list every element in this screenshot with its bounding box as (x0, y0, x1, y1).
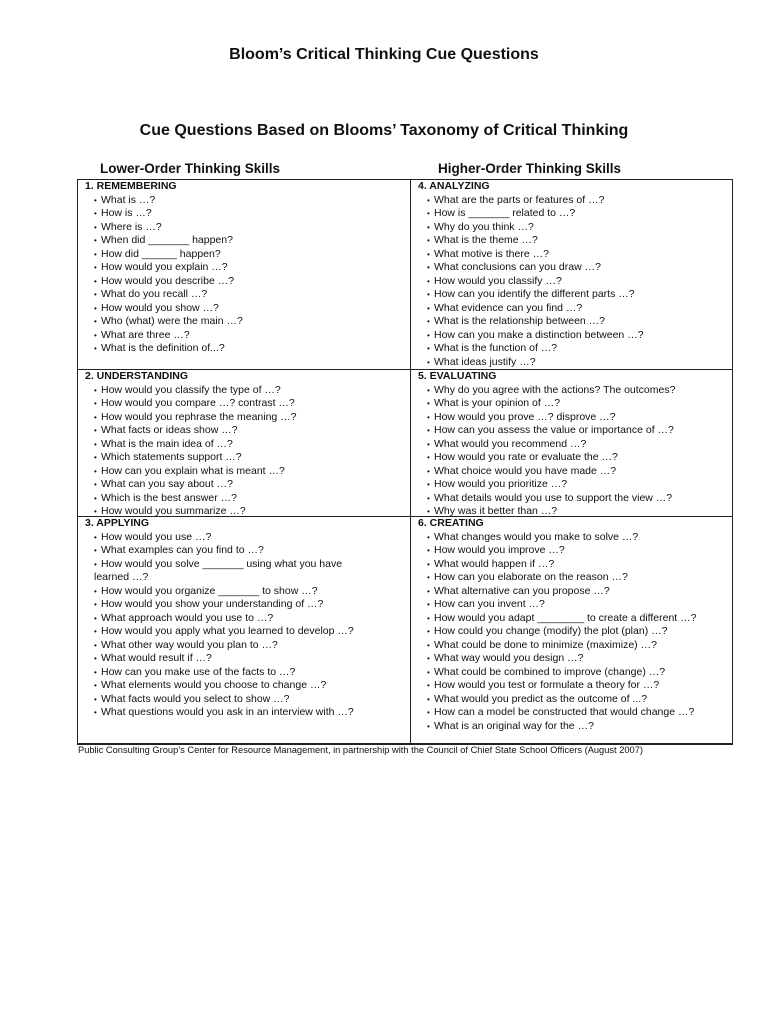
question-item: • How can you identify the different parts …? (427, 288, 732, 302)
question-item: • How would you solve _______ using what you have (94, 558, 410, 572)
question-item: • What ideas justify …? (427, 356, 732, 370)
question-list-understanding (85, 384, 410, 517)
question-item: • What is the definition of...? (94, 342, 410, 356)
question-item: • How would you describe …? (94, 275, 410, 289)
page-subtitle: Cue Questions Based on Blooms’ Taxonomy of Critical Thinking (139, 122, 629, 139)
question-item: • How can you invent …? (427, 598, 732, 612)
question-item: • How would you show …? (94, 302, 410, 316)
question-item: • How can you make a distinction between …? (427, 329, 732, 343)
cell-understanding (78, 369, 411, 516)
question-item: • What could be done to minimize (maximize) …? (427, 639, 732, 653)
question-list-creating (418, 531, 732, 734)
page-title: Bloom’s Critical Thinking Cue Questions (229, 46, 539, 63)
question-item: • How would you classify …? (427, 275, 732, 289)
question-item: • How would you test or formulate a theory for …? (427, 679, 732, 693)
question-item: • What do you recall …? (94, 288, 410, 302)
question-item: • How would you prove …? disprove …? (427, 411, 732, 425)
question-item: • What is the theme …? (427, 234, 732, 248)
question-item: • How could you change (modify) the plot (plan) …? (427, 625, 732, 639)
question-item: • How can you make use of the facts to …? (94, 666, 410, 680)
section-heading-remembering: 1. REMEMBERING (85, 180, 177, 192)
question-item: • When did _______ happen? (94, 234, 410, 248)
question-item: • Where is …? (94, 221, 410, 235)
question-item: • What examples can you find to …? (94, 544, 410, 558)
question-item: • What would you predict as the outcome of ...? (427, 693, 732, 707)
question-item: • Why was it better than …? (427, 505, 732, 516)
section-heading-creating: 6. CREATING (418, 517, 484, 529)
question-item: • What way would you design …? (427, 652, 732, 666)
question-item: • Which is the best answer …? (94, 492, 410, 506)
question-item: • How would you rate or evaluate the …? (427, 451, 732, 465)
question-item: • How would you improve …? (427, 544, 732, 558)
question-item: • What would you recommend …? (427, 438, 732, 452)
question-item: • What are three …? (94, 329, 410, 343)
question-item: • What is an original way for the …? (427, 720, 732, 734)
question-item: • How would you use …? (94, 531, 410, 545)
question-item: • What motive is there …? (427, 248, 732, 262)
question-item: • What is your opinion of …? (427, 397, 732, 411)
question-item: • How would you prioritize …? (427, 478, 732, 492)
question-item: • Who (what) were the main …? (94, 315, 410, 329)
footer-credit: Public Consulting Group’s Center for Resource Management, in partnership with the Council of Chief State School Officers (August 2007) (78, 745, 643, 755)
question-list-analyzing (418, 194, 732, 370)
cell-creating (411, 516, 732, 743)
question-item: • What is the main idea of …? (94, 438, 410, 452)
question-item: • What approach would you use to …? (94, 612, 410, 626)
question-item: • How would you compare …? contrast …? (94, 397, 410, 411)
question-item: • How would you adapt ________ to create a different …? (427, 612, 732, 626)
question-item: • Which statements support …? (94, 451, 410, 465)
question-item: • What conclusions can you draw …? (427, 261, 732, 275)
question-item: • How can a model be constructed that would change …? (427, 706, 732, 720)
question-item: • How would you explain …? (94, 261, 410, 275)
question-item: • What is the function of …? (427, 342, 732, 356)
question-item: • What other way would you plan to …? (94, 639, 410, 653)
section-heading-analyzing: 4. ANALYZING (418, 180, 490, 192)
cell-evaluating (411, 369, 732, 516)
question-item: • What could be combined to improve (change) …? (427, 666, 732, 680)
question-item: • How can you assess the value or importance of …? (427, 424, 732, 438)
question-item: • What elements would you choose to change …? (94, 679, 410, 693)
question-item: • How can you explain what is meant …? (94, 465, 410, 479)
question-item: • How would you organize _______ to show …? (94, 585, 410, 599)
question-item: • How would you summarize …? (94, 505, 410, 516)
column-header-higher-order: Higher-Order Thinking Skills (438, 161, 622, 176)
question-item: • How would you classify the type of …? (94, 384, 410, 398)
section-heading-evaluating: 5. EVALUATING (418, 370, 497, 382)
column-header-lower-order: Lower-Order Thinking Skills (100, 161, 281, 176)
question-item: • What alternative can you propose …? (427, 585, 732, 599)
question-item: • How did ______ happen? (94, 248, 410, 262)
question-list-applying (85, 531, 410, 720)
question-list-remembering (85, 194, 410, 356)
question-item: • What would result if …? (94, 652, 410, 666)
question-item: • What changes would you make to solve …? (427, 531, 732, 545)
question-item: • What are the parts or features of …? (427, 194, 732, 208)
question-list-evaluating (418, 384, 732, 517)
question-item: • What would happen if …? (427, 558, 732, 572)
question-item: • What choice would you have made …? (427, 465, 732, 479)
question-item: • What can you say about …? (94, 478, 410, 492)
question-item: learned …? (94, 571, 149, 583)
question-item: • What questions would you ask in an interview with …? (94, 706, 410, 720)
question-item: • Why do you think …? (427, 221, 732, 235)
question-item: • Why do you agree with the actions? The outcomes? (427, 384, 732, 398)
question-item: • How would you apply what you learned to develop …? (94, 625, 410, 639)
question-item: • How can you elaborate on the reason …? (427, 571, 732, 585)
question-item: • How is _______ related to …? (427, 207, 732, 221)
cell-applying (78, 516, 411, 743)
question-item: • What facts would you select to show …? (94, 693, 410, 707)
question-item: • What evidence can you find …? (427, 302, 732, 316)
question-item: • How is …? (94, 207, 410, 221)
question-item: • What is …? (94, 194, 410, 208)
cell-analyzing (411, 180, 732, 369)
section-heading-applying: 3. APPLYING (85, 517, 149, 529)
question-item: • What facts or ideas show …? (94, 424, 410, 438)
cue-questions-table (77, 179, 733, 745)
question-item: • What is the relationship between …? (427, 315, 732, 329)
question-item: • How would you show your understanding of …? (94, 598, 410, 612)
question-item: • What details would you use to support the view …? (427, 492, 732, 506)
section-heading-understanding: 2. UNDERSTANDING (85, 370, 189, 382)
question-item: • How would you rephrase the meaning …? (94, 411, 410, 425)
cell-remembering (78, 180, 411, 369)
